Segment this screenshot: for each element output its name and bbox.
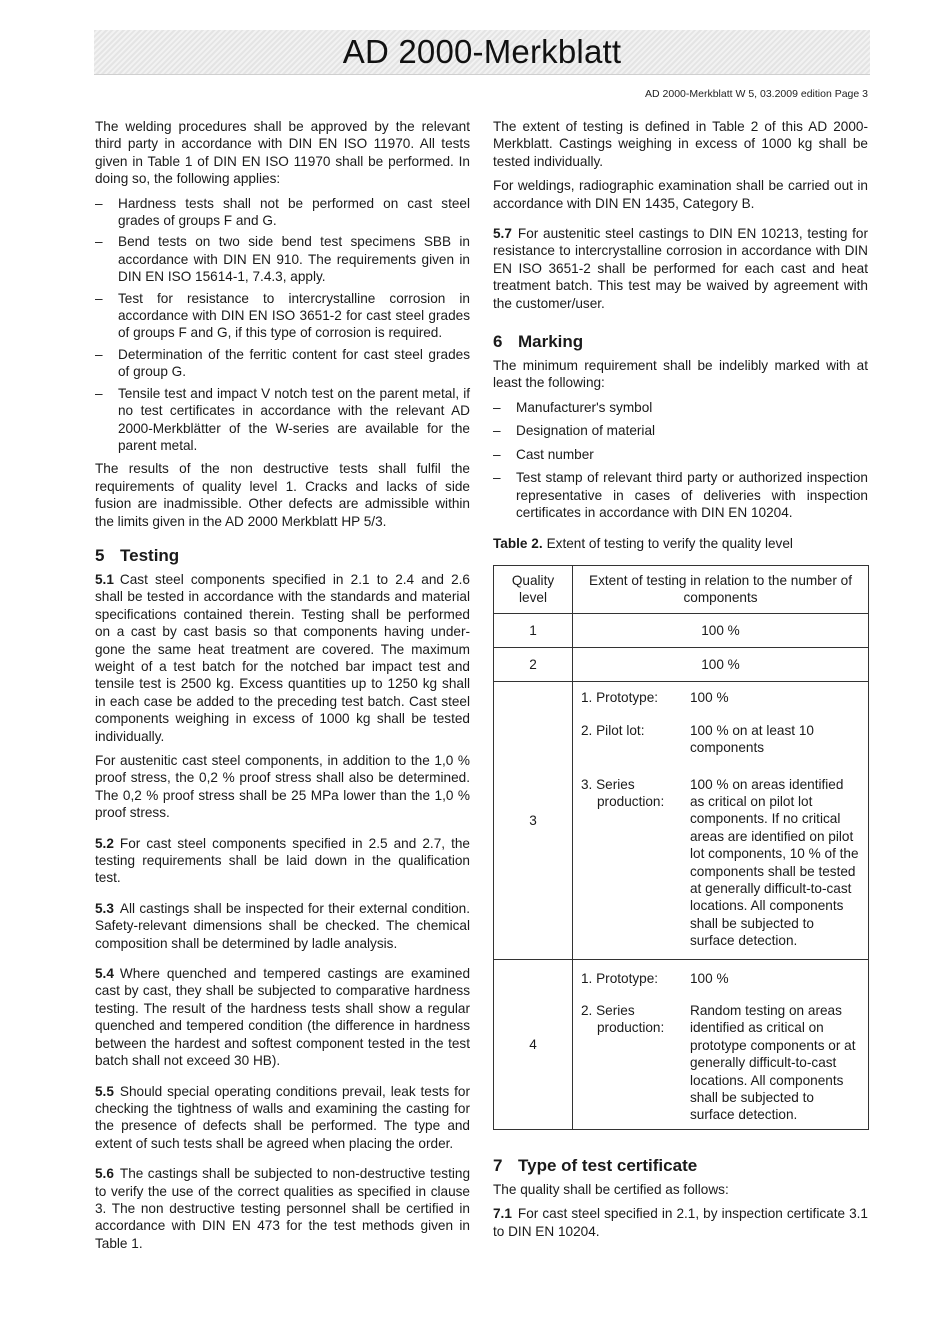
stage-extent: 100 % on at least 10 components	[690, 722, 814, 756]
clause-number: 5.3	[95, 900, 114, 916]
paragraph-5-3	[95, 900, 470, 952]
section-heading-testing	[95, 546, 470, 566]
list-item: – Hardness tests shall not be performed on cast steel grades of groups F and G.	[95, 195, 470, 230]
stage-label: 2. Pilot lot:	[581, 722, 645, 738]
table-caption	[493, 535, 868, 552]
extent-subrow	[573, 994, 868, 1129]
stage-extent: 100 %	[690, 970, 729, 986]
stage-label-line: production:	[597, 793, 665, 809]
quality-level-table	[493, 565, 869, 1130]
right-column	[493, 118, 868, 1247]
extent-subrow	[573, 960, 868, 994]
clause-number: 5.6	[95, 1166, 114, 1182]
paragraph-5-6-extent: The extent of testing is defined in Table 2 of this AD 2000-Merkblatt. Castings weighing in excess of 1000 kg shall be tested individually.	[493, 119, 868, 169]
extent-subrow	[573, 764, 868, 959]
column-header-extent: Extent of testing in relation to the number of components	[573, 565, 869, 613]
header-banner	[94, 30, 870, 75]
stage-label-line: production:	[597, 1020, 665, 1036]
extent-cell: 100 %	[573, 613, 869, 647]
table-label: Table 2.	[493, 536, 543, 552]
results-paragraph: The results of the non destructive tests shall fulfil the requirements of quality level 1. Cracks and lacks of side fusion are inadmissible. Other defects are admissible within the limits given in the AD 2000 Merkblatt HP 5/3.	[95, 461, 470, 529]
extent-cell	[573, 959, 869, 1129]
stage-extent: 100 %	[690, 690, 729, 706]
clause-number: 5.1	[95, 571, 114, 587]
extent-cell	[573, 682, 869, 959]
stage-extent: Random testing on areas identified as critical on prototype components or at generally difficult-to-cast locations. All components shall be subjected to surface detection.	[690, 1003, 856, 1123]
stage-label: 1. Prototype:	[581, 690, 659, 706]
table-row	[494, 959, 869, 1129]
extent-subrow	[573, 682, 868, 713]
extent-subrow	[573, 714, 868, 764]
stage-label-line: 3. Series	[581, 776, 635, 792]
clause-text: Should special operating conditions prevail, leak tests for checking the tightness of walls and examining the casting for the presence of defects shall be performed. The type and extent of such tests shall be agreed when placing the order.	[95, 1083, 470, 1151]
extent-cell: 100 %	[573, 647, 869, 681]
column-header-quality-level: Quality level	[494, 565, 573, 613]
paragraph-5-4	[95, 965, 470, 1069]
clause-text: The castings shall be subjected to non-destructive testing to verify the use of the correct qualities as specified in clause 3. The non destructive testing personnel shall be certified in accordance with DIN EN 473 for the test methods given in Table 1.	[95, 1166, 470, 1251]
table-caption-text: Extent of testing to verify the quality level	[546, 536, 793, 552]
level-cell: 4	[494, 959, 573, 1129]
level-cell: 1	[494, 613, 573, 647]
clause-text: For cast steel components specified in 2.5 and 2.7, the testing requirements shall be laid down in the qualification test.	[95, 835, 470, 886]
marking-list	[493, 399, 868, 521]
left-column	[95, 118, 470, 1259]
section-heading-marking	[493, 332, 868, 352]
clause-number: 5.7	[493, 226, 512, 242]
list-item: – Designation of material	[493, 422, 868, 439]
paragraph-5-1	[95, 571, 470, 745]
intro-paragraph: The welding procedures shall be approved by the relevant third party in accordance with DIN EN ISO 11970. All tests given in Table 1 of DIN EN ISO 11970 shall be performed. In doing so, the following applies:	[95, 119, 470, 187]
section-title: Testing	[120, 545, 180, 565]
clause-number: 5.5	[95, 1083, 114, 1099]
list-item: – Test for resistance to intercrystalline corrosion in accordance with DIN EN ISO 3651-2 for cast steel grades of groups F and G, if this type of corrosion is required.	[95, 290, 470, 342]
section-number: 7	[493, 1155, 503, 1175]
list-item: – Test stamp of relevant third party or authorized inspection representative in cases of deliveries with inspection certificates in accordance with DIN EN 10204.	[493, 469, 868, 521]
list-item: – Bend tests on two side bend test specimens SBB in accordance with DIN EN 910. The requirements given in DIN EN ISO 15614-1, 7.4.3, apply.	[95, 233, 470, 285]
section-title: Marking	[518, 332, 584, 352]
clause-text: Cast steel components specified in 2.1 to 2.4 and 2.6 shall be tested in accordance with the standards and material specifications contained therein. Testing shall be performed on a cast by cast basis so that components having under-gone the same heat treatment are covered. The maximum weight of a test batch for the notched bar impact test and tensile test is 2500 kg. Excess quantities up to 1250 kg shall in each case be added to the preceding test batch. Cast steel components weighing in excess of 1000 kg shall be tested individually.	[95, 571, 470, 744]
clause-number: 5.2	[95, 835, 114, 851]
stage-label-line: 2. Series	[581, 1003, 635, 1019]
list-item: – Cast number	[493, 446, 868, 463]
list-item: – Manufacturer's symbol	[493, 399, 868, 416]
table-header-row	[494, 565, 869, 613]
paragraph-7-1	[493, 1205, 868, 1240]
level-cell: 3	[494, 682, 573, 959]
clause-text: All castings shall be inspected for their external condition. Safety-relevant dimensions shall be checked. The chemical composition shall be determined by ladle analysis.	[95, 900, 470, 951]
stage-label	[581, 1002, 690, 1124]
stage-extent: 100 % on areas identified as critical on pilot lot components. If no critical areas are identified on pilot lot components, 10 % of the components shall be tested at generally difficult-to-cast locations. All components shall be subjected to surface detection.	[690, 776, 859, 949]
level-cell: 2	[494, 647, 573, 681]
section-title: Type of test certificate	[518, 1155, 698, 1175]
marking-intro: The minimum requirement shall be indelibly marked with at least the following:	[493, 358, 868, 391]
clause-text: Where quenched and tempered castings are examined cast by cast, they shall be subjected to comparative hardness testing. The result of the hardness tests shall show a regular quenched and tempered condition (the difference in hardness between the hardest and softest component tested in the test batch shall not exceed 30 HB).	[95, 966, 470, 1069]
clause-number: 7.1	[493, 1206, 512, 1222]
clause-number: 5.4	[95, 966, 114, 982]
paragraph-5-1-austenitic: For austenitic cast steel components, in addition to the 1,0 % proof stress, the 0,2 % proof stress shall also be determined. The 0,2 % proof stress shall be 25 MPa lower than the 1,0 % proof stress.	[95, 753, 470, 821]
paragraph-5-6-weldings: For weldings, radiographic examination shall be carried out in accordance with DIN EN 1435, Category B.	[493, 178, 868, 211]
section-number: 6	[493, 332, 503, 352]
stage-label	[581, 776, 690, 950]
paragraph-5-2	[95, 835, 470, 887]
welding-test-list	[95, 195, 470, 455]
section-number: 5	[95, 545, 105, 565]
list-item: – Determination of the ferritic content for cast steel grades of group G.	[95, 346, 470, 381]
list-item: – Tensile test and impact V notch test on the parent metal, if no test certificates in accordance with the relevant AD 2000-Merkblätter of the W-series are available for the parent metal.	[95, 385, 470, 455]
certificate-intro: The quality shall be certified as follows:	[493, 1181, 729, 1197]
page-reference: AD 2000-Merkblatt W 5, 03.2009 edition Page 3	[645, 88, 868, 100]
clause-text: For austenitic steel castings to DIN EN 10213, testing for resistance to intercrystalline corrosion in accordance with DIN EN ISO 3651-2 shall be performed for each cast and heat treatment batch. This test may be waived by agreement with the customer/user.	[493, 226, 868, 311]
table-row	[494, 682, 869, 959]
paragraph-5-6	[95, 1165, 470, 1252]
clause-text: For cast steel specified in 2.1, by inspection certificate 3.1 to DIN EN 10204.	[493, 1206, 868, 1239]
table-row	[494, 613, 869, 647]
paragraph-5-5	[95, 1083, 470, 1153]
stage-label: 1. Prototype:	[581, 970, 659, 986]
table-row	[494, 647, 869, 681]
paragraph-5-7	[493, 225, 868, 312]
document-title: AD 2000-Merkblatt	[342, 33, 622, 70]
section-heading-certificate	[493, 1156, 868, 1176]
